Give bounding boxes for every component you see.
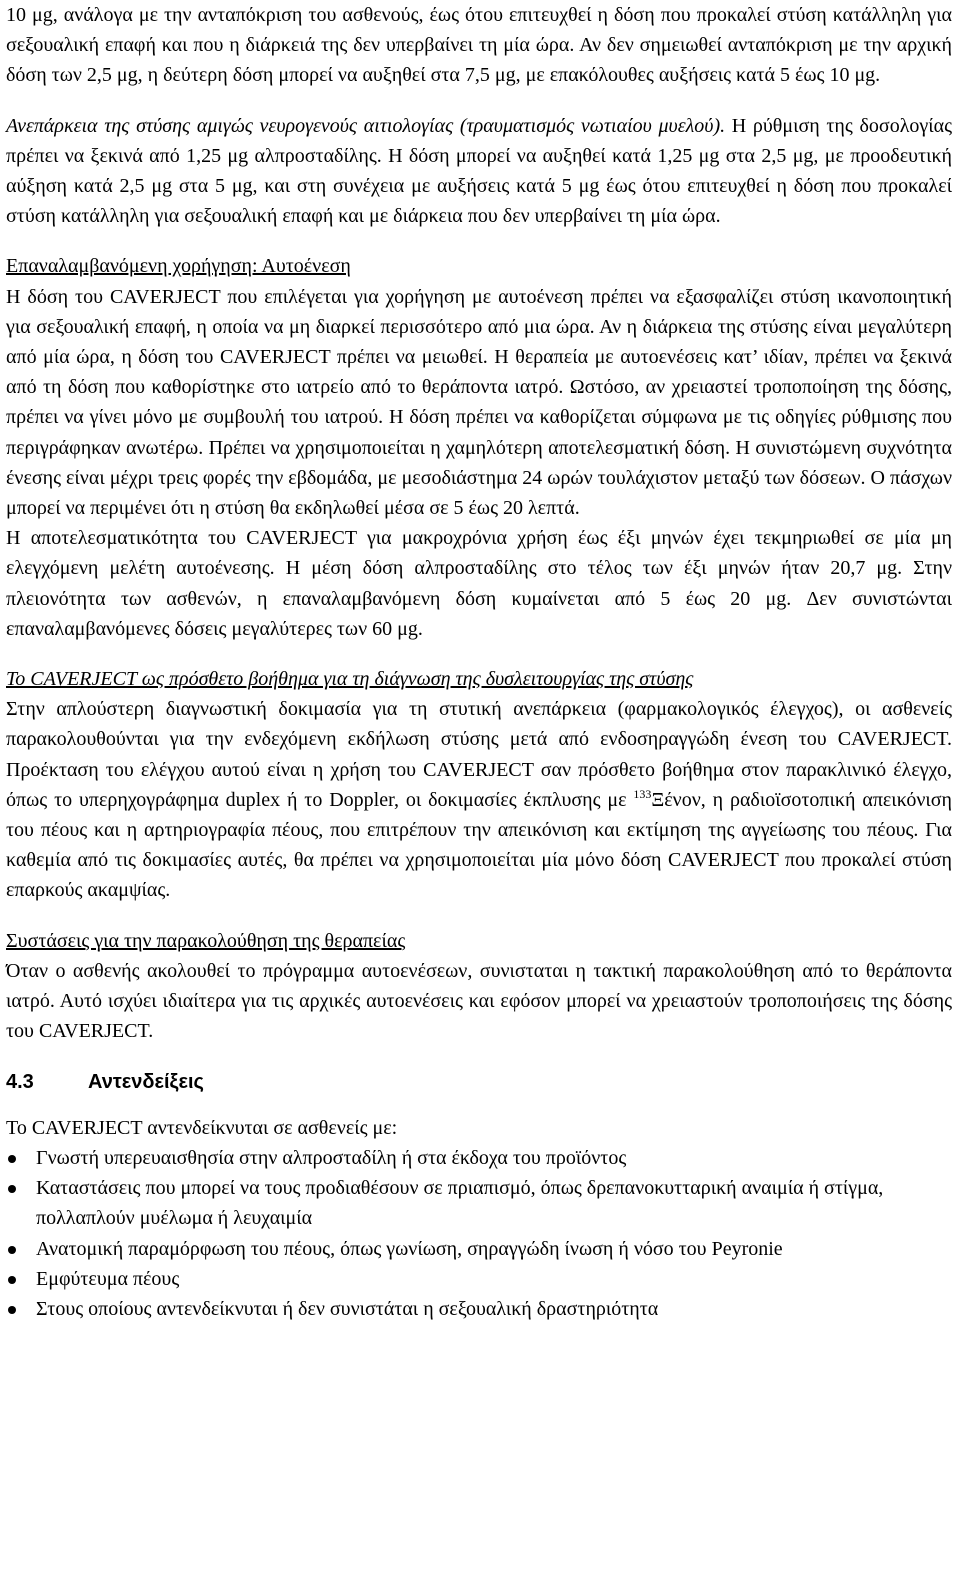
paragraph-monitoring: Όταν ο ασθενής ακολουθεί το πρόγραμμα αυτοενέσεων, συνισταται η τακτική παρακολούθηση από το θεράποντα ιατρό. Αυτό ισχύει ιδιαίτερα για τις αρχικές αυτοενέσεις και εφόσον μπορεί να χρειαστούν τροποποιήσεις της δόσης του CAVERJECT. [6,959,952,1043]
section-number: 4.3 [6,1070,34,1093]
bullet-icon [8,1246,16,1254]
section-heading-contraindications [6,1067,952,1097]
bullet-icon [8,1276,16,1284]
list-item: Εμφύτευμα πέους [6,1264,952,1294]
heading-diagnostic-aid: Το CAVERJECT ως πρόσθετο βοήθημα για τη διάγνωση της δυσλειτουργίας της στύσης [6,668,694,691]
contraindications-list [6,1143,952,1324]
list-item: Στους οποίους αντενδείκνυται ή δεν συνιστάται η σεξουαλική δραστηριότητα [6,1294,952,1324]
bullet-icon [8,1155,16,1163]
heading-repeated-administration: Επαναλαμβανόμενη χορήγηση: Αυτοένεση [6,255,351,278]
neurogenic-text: Η ρύθμιση της δοσολογίας πρέπει να ξεκινά από 1,25 μg αλπροσταδίλης. Η δόση μπορεί να αυξηθεί κατά 1,25 μg στα 2,5 μg, με προοδευτική αύξηση κατά 2,5 μg στα 5 μg, και στη συνέχεια με αυξήσεις κατά 5 μg έως ότου επιτευχθεί η δόση που προκαλεί στύση κατάλληλη για σεξουαλική επαφή και με διάρκεια που δεν υπερβαίνει τη μία ώρα. [6,114,953,228]
diagnostic-text-part2: Ξένον, η ραδιοϊσοτοπική απεικόνιση του πέους και η αρτηριογραφία πέους, που επιτρέπουν την απεικόνιση και εκτίμηση της αγγείωσης του πέους. Για καθεμία από τις δοκιμασίες αυτές, θα πρέπει να χρησιμοποιείται μία μόνο δόση CAVERJECT που προκαλεί στύση επαρκούς ακαμψίας. [6,788,952,902]
list-item: Καταστάσεις που μπορεί να τους προδιαθέσουν σε πριαπισμό, όπως δρεπανοκυτταρική αναιμία ή στίγμα, πολλαπλούν μυέλωμα ή λευχαιμία [6,1173,952,1233]
paragraph-neurogenic [6,111,952,232]
paragraph-diagnostic [6,694,952,905]
bullet-icon [8,1185,16,1193]
paragraph-long-term-efficacy: Η αποτελεσματικότητα του CAVERJECT για μακροχρόνια χρήση έως έξι μηνών έχει τεκμηριωθεί σε μία μη ελεγχόμενη μελέτη αυτοένεσης. Η μέση δόση αλπροσταδίλης στο τέλος των έξι μηνών ήταν 20,7 μg. Στην πλειονότητα των ασθενών, η επαναλαμβανόμενη δόση κυμαίνεται από 5 έως 20 μg. Δεν συνιστώνται επαναλαμβανόμενες δόσεις μεγαλύτερες των 60 μg. [6,527,952,640]
paragraph-self-injection: Η δόση του CAVERJECT που επιλέγεται για χορήγηση με αυτοένεση πρέπει να εξασφαλίζει στύση ικανοποιητική για σεξουαλική επαφή, η οποία να μη διαρκεί περισσότερο από μια ώρα. Αν η διάρκεια της στύσης είναι μεγαλύτερη από μία ώρα, η δόση του CAVERJECT πρέπει να μειωθεί. Η θεραπεία με αυτοενέσεις κατ’ ιδίαν, πρέπει να ξεκινά από τη δόση που καθορίστηκε στο ιατρείο από το θεράποντα ιατρό. Ωστόσο, αν χρειαστεί τροποποίηση της δόσης, πρέπει να γίνει μόνο με συμβουλή του ιατρού. Η δόση πρέπει να καθορίζεται σύμφωνα με τις οδηγίες ρύθμισης που περιγράφηκαν ανωτέρω. Πρέπει να χρησιμοποιείται η χαμηλότερη αποτελεσματική δόση. Η συνιστώμενη συχνότητα ένεσης είναι μέχρι τρεις φορές την εβδομάδα, με μεσοδιάστημα 24 ωρών τουλάχιστον μεταξύ των δόσεων. Ο πάσχων μπορεί να περιμένει ότι η στύση θα εκδηλωθεί μέσα σε 5 έως 20 λεπτά. [6,285,952,520]
heading-monitoring: Συστάσεις για την παρακολούθηση της θεραπείας [6,929,406,952]
xenon-isotope-superscript: 133 [633,786,652,801]
neurogenic-heading: Ανεπάρκεια της στύσης αμιγώς νευρογενούς αιτιολογίας (τραυματισμός νωτιαίου μυελού). [6,114,726,137]
bullet-icon [8,1306,16,1314]
diagnostic-text-part1: Στην απλούστερη διαγνωστική δοκιμασία για τη στυτική ανεπάρκεια (φαρμακολογικός έλεγχος), οι ασθενείς παρακολουθούνται για την ενδεχόμενη εκδήλωση στύσης μετά από ενδοσηραγγώδη ένεση του CAVERJECT. Προέκταση του ελέγχου αυτού είναι η χρήση του CAVERJECT σαν πρόσθετο βοήθημα στον παρακλινικό έλεγχο, όπως το υπερηχογράφημα duplex ή το Doppler, οι δοκιμασίες έκπλυσης με [6,698,952,811]
paragraph-dose-titration: 10 μg, ανάλογα με την ανταπόκριση του ασθενούς, έως ότου επιτευχθεί η δόση που προκαλεί στύση κατάλληλη για σεξουαλική επαφή και που η διάρκειά της δεν υπερβαίνει τη μία ώρα. Αν δεν σημειωθεί ανταπόκριση με την αρχική δόση των 2,5 μg, η δεύτερη δόση μπορεί να αυξηθεί στα 7,5 μg, με επακόλουθες αυξήσεις κατά 5 έως 10 μg. [6,4,952,87]
section-title: Αντενδείξεις [88,1070,204,1093]
list-item: Ανατομική παραμόρφωση του πέους, όπως γωνίωση, σηραγγώδη ίνωση ή νόσο του Peyronie [6,1234,952,1264]
contraindications-intro: Το CAVERJECT αντενδείκνυται σε ασθενείς με: [6,1116,398,1139]
list-item: Γνωστή υπερευαισθησία στην αλπροσταδίλη ή στα έκδοχα του προϊόντος [6,1143,952,1173]
